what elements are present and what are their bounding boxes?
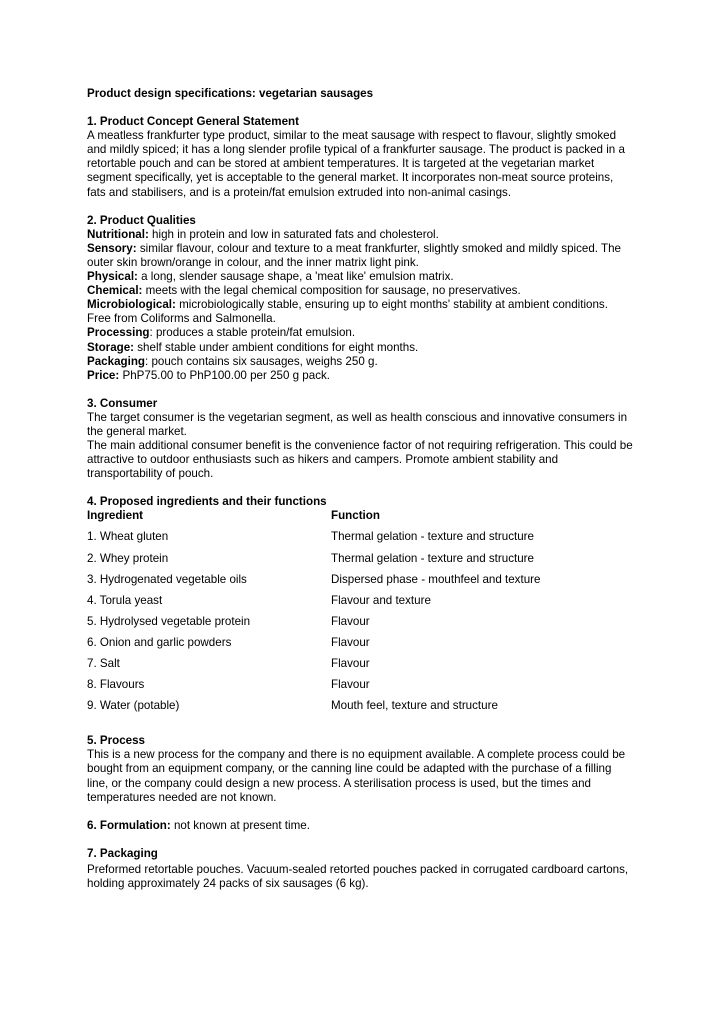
table-row <box>87 699 634 720</box>
spacer <box>87 383 634 397</box>
table-row <box>87 530 634 551</box>
section-5-text: This is a new process for the company and there is no equipment available. A complete process could be bought from an equipment company, or the canning line could be adapted with the purchase of a filling line, or the company could design a new process. A sterilisation process is used, but the times and temperatures needed are not known. <box>87 748 626 804</box>
quality-nutritional: Nutritional: high in protein and low in saturated fats and cholesterol. <box>87 227 439 241</box>
section-1-heading: 1. Product Concept General Statement <box>87 115 299 129</box>
function-cell: Flavour <box>331 657 370 670</box>
table-row <box>87 573 634 594</box>
ingredient-cell: 1. Wheat gluten <box>87 530 169 544</box>
quality-price: Price: PhP75.00 to PhP100.00 per 250 g pack. <box>87 368 331 382</box>
section-7-heading: 7. Packaging <box>87 846 158 860</box>
table-row <box>87 594 634 615</box>
table-row <box>87 678 634 699</box>
section-5-heading: 5. Process <box>87 734 146 748</box>
ingredient-cell: 3. Hydrogenated vegetable oils <box>87 572 247 586</box>
spacer <box>87 833 634 847</box>
spacer <box>87 805 634 819</box>
table-row <box>87 636 634 657</box>
column-header-ingredient: Ingredient <box>87 509 144 523</box>
spacer <box>87 481 634 495</box>
function-cell: Flavour <box>331 614 370 628</box>
section-6-formulation: 6. Formulation: not known at present time. <box>87 818 310 832</box>
ingredient-cell: 7. Salt <box>87 657 120 670</box>
quality-sensory: Sensory: similar flavour, colour and texture to a meat frankfurter, slightly smoked and mildly spiced. The outer skin brown/orange in colour, and the inner matrix light pink. <box>87 241 621 269</box>
section-3-heading: 3. Consumer <box>87 396 158 410</box>
quality-storage: Storage: shelf stable under ambient conditions for eight months. <box>87 340 419 354</box>
quality-packaging: Packaging: pouch contains six sausages, weighs 250 g. <box>87 354 378 368</box>
section-4-heading: 4. Proposed ingredients and their functions <box>87 495 327 509</box>
ingredient-cell: 9. Water (potable) <box>87 699 180 713</box>
section-3-paragraph-2: The main additional consumer benefit is the convenience factor of not requiring refrigeration. This could be attractive to outdoor enthusiasts such as hikers and campers. Promote ambient stability and transportability of pouch. <box>87 439 633 481</box>
ingredient-cell: 6. Onion and garlic powders <box>87 635 232 649</box>
quality-chemical: Chemical: meets with the legal chemical composition for sausage, no preservatives. <box>87 284 521 298</box>
quality-physical: Physical: a long, slender sausage shape, a 'meat like' emulsion matrix. <box>87 270 454 284</box>
spacer <box>87 101 634 115</box>
section-2-heading: 2. Product Qualities <box>87 213 196 227</box>
table-row <box>87 615 634 636</box>
ingredient-cell: 8. Flavours <box>87 678 145 692</box>
quality-microbiological: Microbiological: microbiologically stable, ensuring up to eight months' stability at ambient conditions. Free from Coliforms and Salmonella. <box>87 298 608 326</box>
quality-processing: Processing: produces a stable protein/fat emulsion. <box>87 326 356 340</box>
section-1-text: A meatless frankfurter type product, similar to the meat sausage with respect to flavour, slightly smoked and mildly spiced; it has a long slender profile typical of a frankfurter sausage. The product is packed in a retortable pouch and can be stored at ambient temperatures. It is targeted at the vegetarian market segment specifically, yet is acceptable to the general market. It incorporates non-meat source proteins, fats and stabilisers, and is a protein/fat emulsion extruded into non-animal casings. <box>87 129 625 199</box>
section-7-text: Preformed retortable pouches. Vacuum-sealed retorted pouches packed in corrugated cardboard cartons, holding approximately 24 packs of six sausages (6 kg). <box>87 862 629 891</box>
column-header-function: Function <box>331 509 380 523</box>
function-cell: Thermal gelation - texture and structure <box>331 530 534 544</box>
spacer <box>87 720 634 734</box>
function-cell: Flavour <box>331 635 370 649</box>
function-cell: Flavour <box>331 678 370 692</box>
spacer <box>87 200 634 214</box>
table-row <box>87 657 634 678</box>
function-cell: Flavour and texture <box>331 593 431 607</box>
function-cell: Thermal gelation - texture and structure <box>331 551 534 565</box>
function-cell: Dispersed phase - mouthfeel and texture <box>331 572 541 586</box>
section-3-paragraph-1: The target consumer is the vegetarian segment, as well as health conscious and innovative consumers in the general market. <box>87 410 628 438</box>
table-row <box>87 552 634 573</box>
function-cell: Mouth feel, texture and structure <box>331 699 498 713</box>
document-page <box>87 87 634 891</box>
document-title: Product design specifications: vegetarian sausages <box>87 87 374 100</box>
ingredient-cell: 4. Torula yeast <box>87 593 163 607</box>
ingredient-cell: 5. Hydrolysed vegetable protein <box>87 614 251 628</box>
ingredients-table-header <box>87 509 634 530</box>
ingredient-cell: 2. Whey protein <box>87 551 169 565</box>
